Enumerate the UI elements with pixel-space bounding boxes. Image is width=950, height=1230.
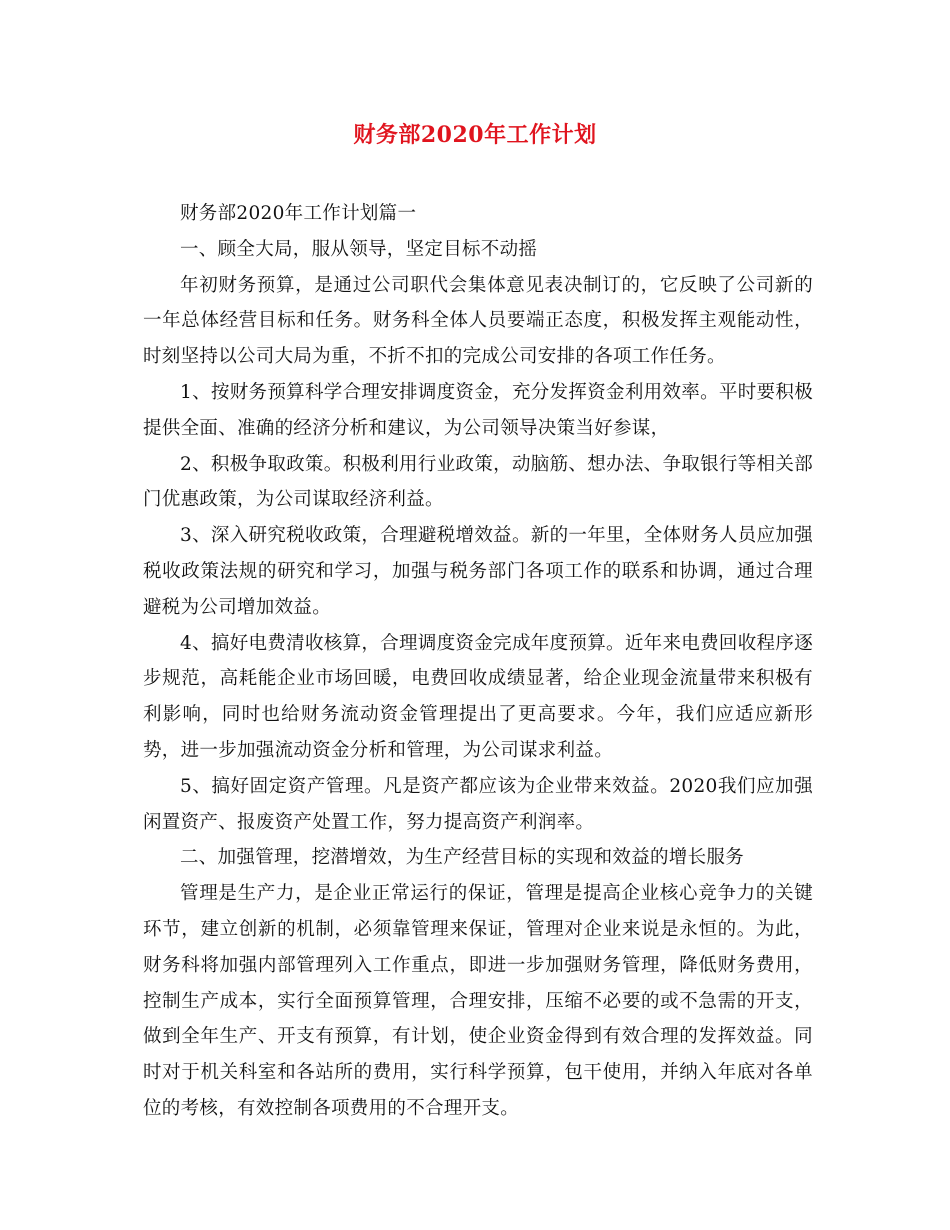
section-heading-two: 二、加强管理，挖潜增效，为生产经营目标的实现和效益的增长服务 [180, 847, 745, 869]
section-heading-one: 一、顾全大局，服从领导，坚定目标不动摇 [180, 238, 538, 260]
paragraph-item-4: 4、搞好电费清收核算，合理调度资金完成年度预算。近年来电费回收程序逐步规范，高耗能企业市场回暖，电费回收成绩显著，给企业现金流量带来积极有利影响，同时也给财务流动资金管理提出了更高要求。今年，我们应适应新形势，进一步加强流动资金分析和管理，为公司谋求利益。 [143, 632, 813, 761]
section-heading-part-one: 财务部2020年工作计划篇一 [180, 203, 417, 224]
paragraph-budget-intro: 年初财务预算，是通过公司职代会集体意见表决制订的，它反映了公司新的一年总体经营目标和任务。财务科全体人员要端正态度，积极发挥主观能动性，时刻坚持以公司大局为重，不折不扣的完成公司安排的各项工作任务。 [143, 274, 813, 368]
paragraph-management: 管理是生产力，是企业正常运行的保证，管理是提高企业核心竞争力的关键环节，建立创新的机制，必须靠管理来保证，管理对企业来说是永恒的。为此，财务科将加强内部管理列入工作重点，即进一步加强财务管理，降低财务费用，控制生产成本，实行全面预算管理，合理安排，压缩不必要的或不急需的开支，做到全年生产、开支有预算，有计划，使企业资金得到有效合理的发挥效益。同时对于机关科室和各站所的费用，实行科学预算，包干使用，并纳入年底对各单位的考核，有效控制各项费用的不合理开支。 [143, 883, 813, 1119]
paragraph-item-1: 1、按财务预算科学合理安排调度资金，充分发挥资金利用效率。平时要积极提供全面、准确的经济分析和建议，为公司领导决策当好参谋， [143, 381, 813, 439]
paragraph-item-5: 5、搞好固定资产管理。凡是资产都应该为企业带来效益。2020我们应加强闲置资产、报废资产处置工作，努力提高资产利润率。 [143, 775, 813, 833]
paragraph-item-2: 2、积极争取政策。积极利用行业政策，动脑筋、想办法、争取银行等相关部门优惠政策，为公司谋取经济利益。 [143, 453, 813, 511]
document-body [143, 196, 813, 1127]
document-title: 财务部2020年工作计划 [353, 122, 597, 148]
paragraph-item-3: 3、深入研究税收政策，合理避税增效益。新的一年里，全体财务人员应加强税收政策法规的研究和学习，加强与税务部门各项工作的联系和协调，通过合理避税为公司增加效益。 [143, 525, 813, 618]
